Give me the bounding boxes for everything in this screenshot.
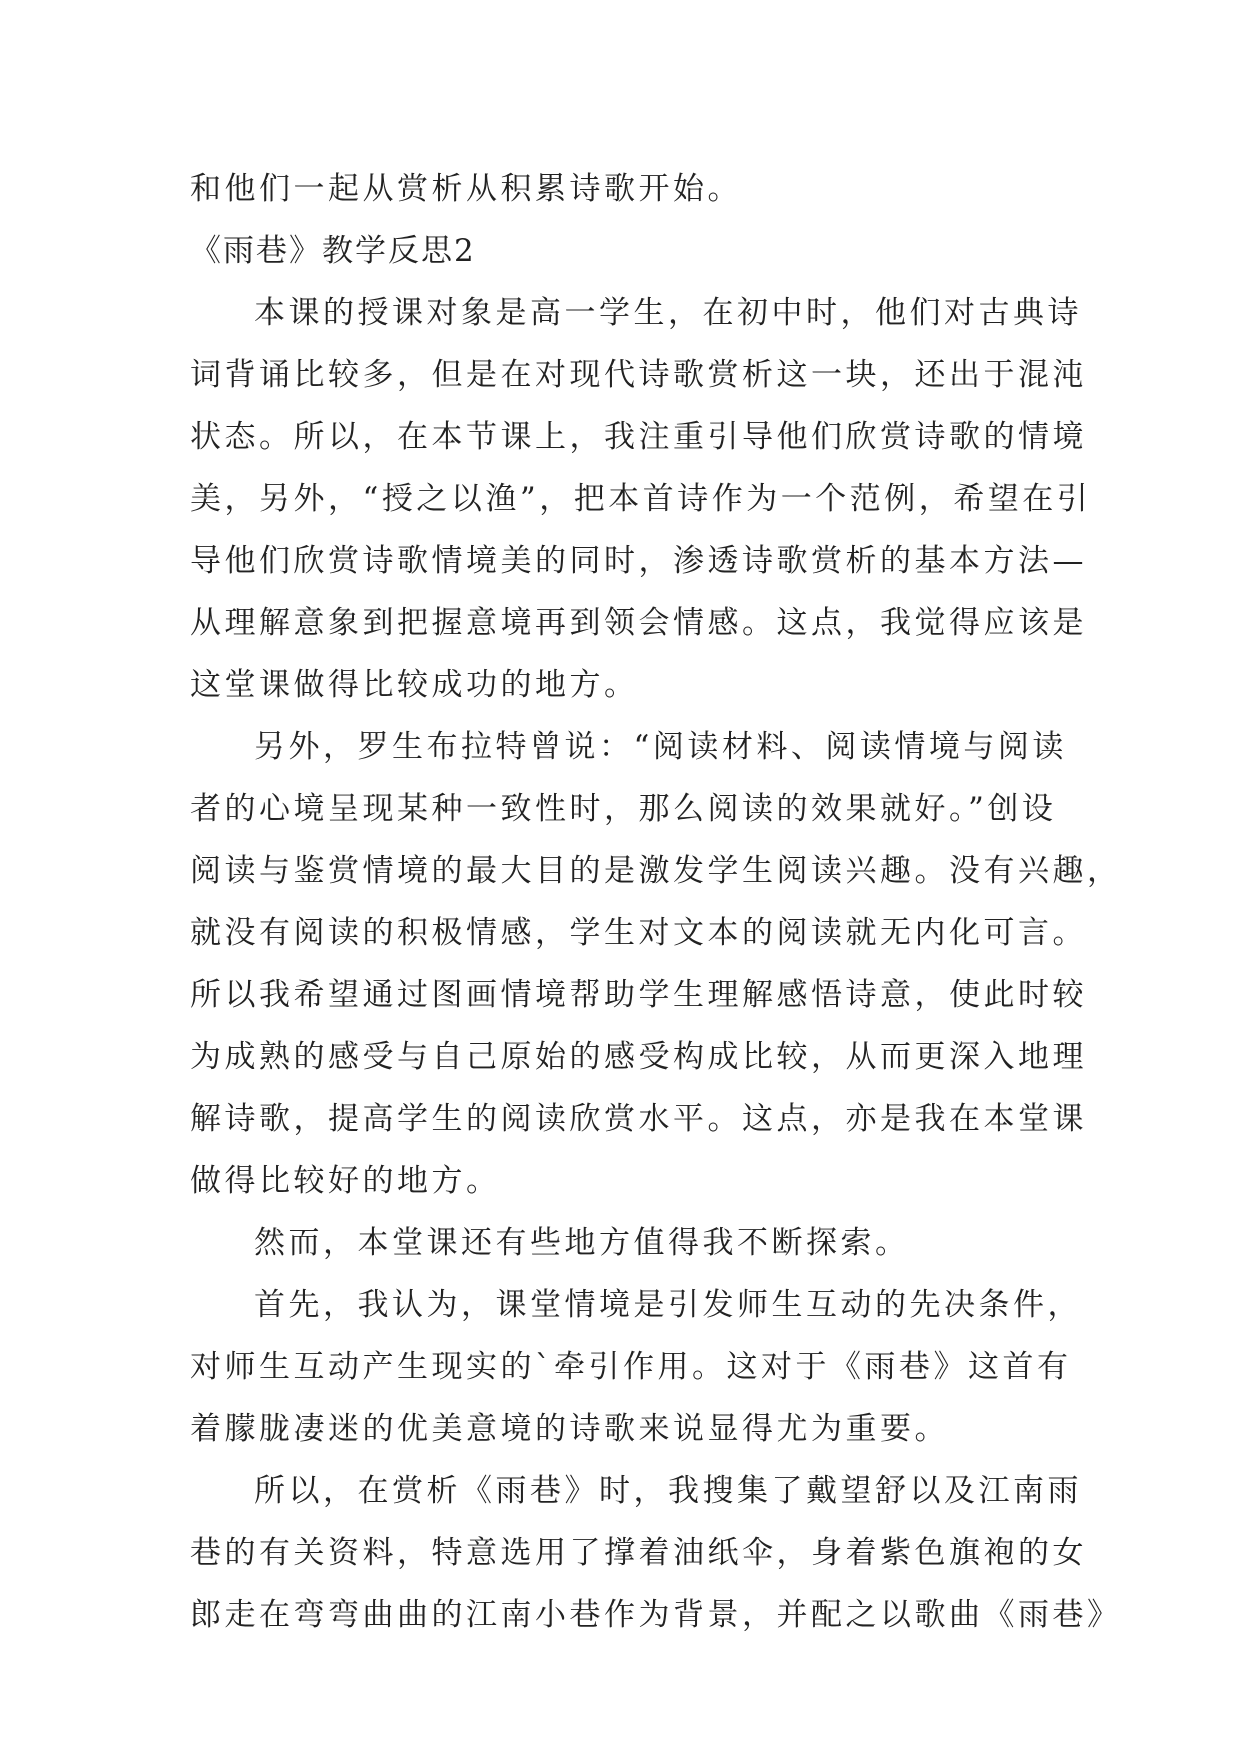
text-line: 巷的有关资料，特意选用了撑着油纸伞，身着紫色旗袍的女: [190, 1535, 1087, 1571]
text-line: 从理解意象到把握意境再到领会情感。这点，我觉得应该是: [190, 605, 1087, 641]
section-heading: 《雨巷》教学反思2: [190, 233, 476, 269]
text-line: 所以，在赏析《雨巷》时，我搜集了戴望舒以及江南雨: [254, 1473, 1082, 1509]
text-line: 着朦胧凄迷的优美意境的诗歌来说显得尤为重要。: [190, 1411, 949, 1447]
text-line: 做得比较好的地方。: [190, 1163, 501, 1199]
text-line: 这堂课做得比较成功的地方。: [190, 667, 639, 703]
text-line: 首先，我认为，课堂情境是引发师生互动的先决条件，: [254, 1287, 1082, 1323]
text-line: 状态。所以，在本节课上，我注重引导他们欣赏诗歌的情境: [190, 419, 1087, 455]
text-line: 所以我希望通过图画情境帮助学生理解感悟诗意，使此时较: [190, 977, 1087, 1013]
text-line: 者的心境呈现某种一致性时，那么阅读的效果就好。”创设: [190, 791, 1057, 827]
document-body: [190, 158, 1122, 1646]
text-line: 解诗歌，提高学生的阅读欣赏水平。这点，亦是我在本堂课: [190, 1101, 1087, 1137]
text-line: 郎走在弯弯曲曲的江南小巷作为背景，并配之以歌曲《雨巷》: [190, 1597, 1122, 1633]
text-line: 导他们欣赏诗歌情境美的同时，渗透诗歌赏析的基本方法—: [190, 543, 1087, 579]
text-line: 就没有阅读的积极情感，学生对文本的阅读就无内化可言。: [190, 915, 1087, 951]
text-line: 和他们一起从赏析从积累诗歌开始。: [190, 171, 742, 207]
text-line: 阅读与鉴赏情境的最大目的是激发学生阅读兴趣。没有兴趣，: [190, 853, 1122, 889]
text-line: 另外，罗生布拉特曾说：“阅读材料、阅读情境与阅读: [254, 729, 1067, 765]
text-line: 为成熟的感受与自己原始的感受构成比较，从而更深入地理: [190, 1039, 1087, 1075]
text-line: 然而，本堂课还有些地方值得我不断探索。: [254, 1225, 910, 1261]
text-line: 美，另外，“授之以渔”，把本首诗作为一个范例，希望在引: [190, 481, 1092, 517]
text-line: 对师生互动产生现实的`牵引作用。这对于《雨巷》这首有: [190, 1349, 1072, 1385]
text-line: 词背诵比较多，但是在对现代诗歌赏析这一块，还出于混沌: [190, 357, 1087, 393]
text-line: 本课的授课对象是高一学生，在初中时，他们对古典诗: [254, 295, 1082, 331]
